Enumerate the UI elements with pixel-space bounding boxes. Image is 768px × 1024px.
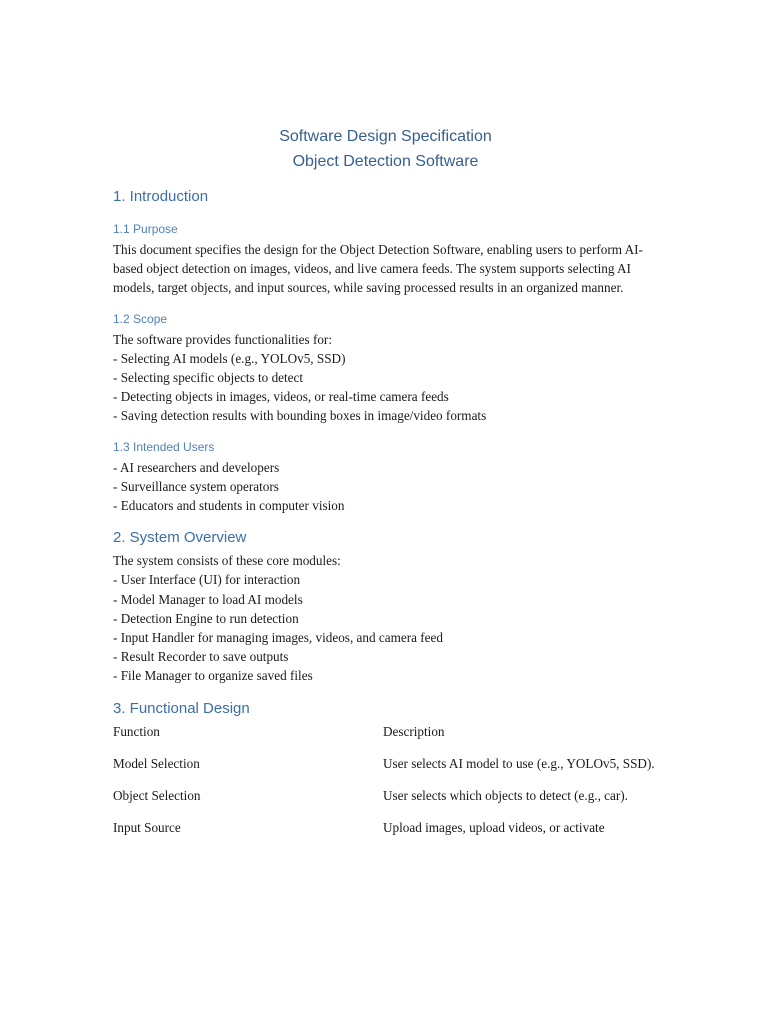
table-row <box>113 786 678 818</box>
description-cell: Upload images, upload videos, or activate <box>383 820 605 836</box>
list-item: - Surveillance system operators <box>113 478 279 494</box>
list-item: - User Interface (UI) for interaction <box>113 572 301 588</box>
column-header-description: Description <box>383 723 445 739</box>
overview-lead: The system consists of these core modules: <box>113 553 341 569</box>
heading-system-overview: 2. System Overview <box>113 529 247 547</box>
scope-list <box>113 349 658 426</box>
heading-functional-design: 3. Functional Design <box>113 699 250 717</box>
heading-introduction: 1. Introduction <box>113 188 209 205</box>
document-title: Software Design Specification <box>279 128 492 145</box>
heading-scope: 1.2 Scope <box>113 311 168 326</box>
table-row <box>113 754 678 786</box>
list-item: - AI researchers and developers <box>113 459 280 475</box>
list-item: - Selecting specific objects to detect <box>113 370 304 386</box>
document-page <box>113 124 658 837</box>
list-item: - Detecting objects in images, videos, or real-time camera feeds <box>113 389 449 405</box>
list-item: - Model Manager to load AI models <box>113 591 303 607</box>
list-item: - Detection Engine to run detection <box>113 610 299 626</box>
description-cell: User selects which objects to detect (e.g., car). <box>383 788 628 804</box>
heading-purpose: 1.1 Purpose <box>113 222 178 236</box>
function-cell: Input Source <box>113 820 181 836</box>
table-header-row <box>113 722 678 754</box>
function-cell: Object Selection <box>113 788 201 804</box>
functional-table <box>113 722 678 838</box>
heading-intended-users: 1.3 Intended Users <box>113 439 215 454</box>
overview-list <box>113 570 658 685</box>
list-item: - Result Recorder to save outputs <box>113 649 289 665</box>
function-cell: Model Selection <box>113 755 200 771</box>
list-item: - Educators and students in computer vision <box>113 498 345 514</box>
column-header-function: Function <box>113 723 160 739</box>
list-item: - Saving detection results with bounding boxes in image/video formats <box>113 408 487 424</box>
table-row <box>113 818 678 837</box>
description-cell: User selects AI model to use (e.g., YOLOv5, SSD). <box>383 755 655 771</box>
scope-lead: The software provides functionalities for: <box>113 331 332 347</box>
document-subtitle: Object Detection Software <box>292 153 479 170</box>
list-item: - Input Handler for managing images, videos, and camera feed <box>113 630 443 646</box>
list-item: - File Manager to organize saved files <box>113 668 313 684</box>
purpose-paragraph: This document specifies the design for the Object Detection Software, enabling users to perform AI-based object detection on images, videos, and live camera feeds. The system supports selecting AI models, target objects, and input sources, while saving processed results in an organized manner. <box>113 242 643 296</box>
users-list <box>113 458 658 516</box>
list-item: - Selecting AI models (e.g., YOLOv5, SSD) <box>113 350 346 366</box>
